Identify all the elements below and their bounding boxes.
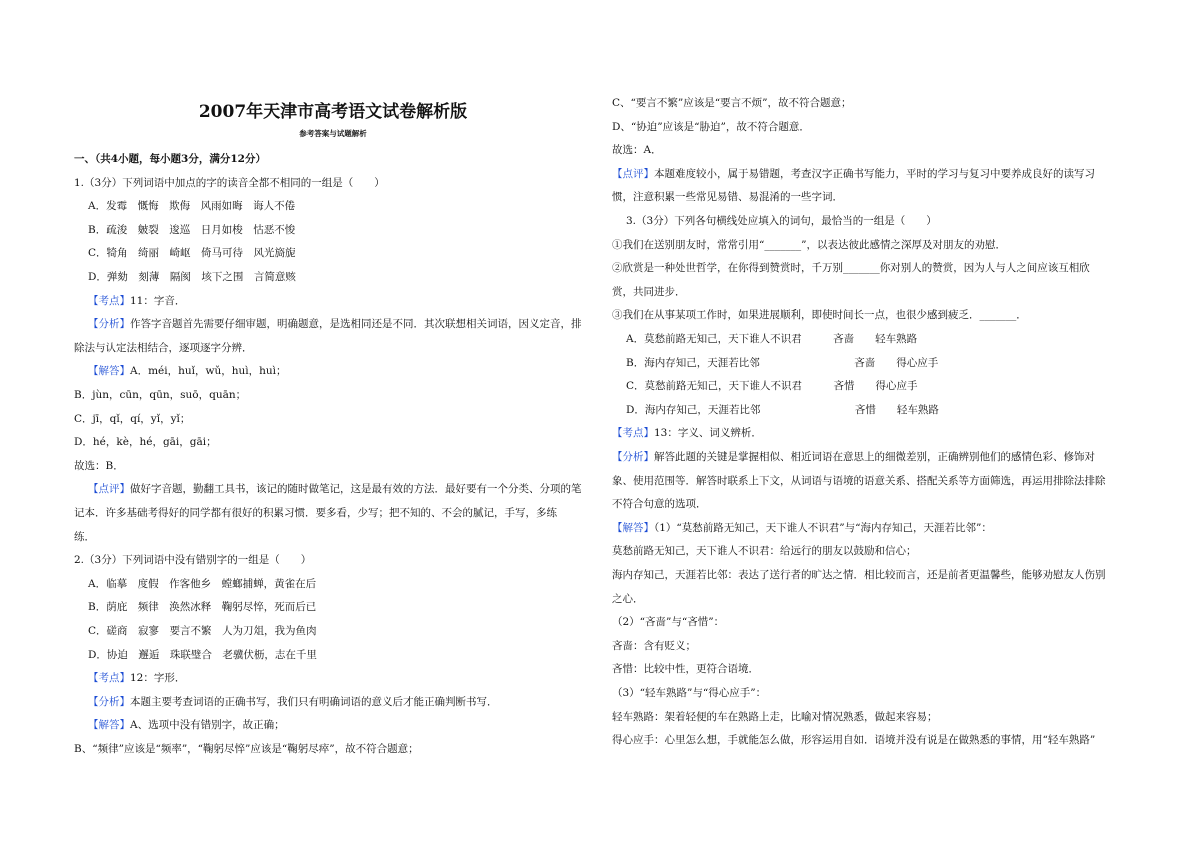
line-text: ③我们在从事某项工作时，如果进展顺利，即使时间长一点，也很少感到疲乏．_______． [612,309,1027,322]
line-text: 惯，注意积累一些常见易错、易混淆的一些字词． [612,191,843,204]
line-text: C．磋商 寂寥 要言不繁 人为刀俎，我为鱼肉 [88,625,317,637]
line-text: D．协迫 邂逅 珠联璧合 老骥伏枥，志在千里 [88,648,317,661]
right-text-line [612,308,1027,322]
line-text: D．hé，kè，hé，gāi，gāi； [74,436,217,449]
line-text: B．疏浚 皴裂 逡巡 日月如梭 怙恶不悛 [88,223,296,236]
left-text-line [88,223,295,237]
line-text: 本题难度较小，属于易错题，考查汉字正确书写能力，平时的学习与复习中要养成良好的读写习 [654,167,1095,180]
line-text: 做好字音题，勤翻工具书，该记的随时做笔记，这是最有效的方法．最好要有一个分类、分项的笔 [130,483,582,496]
line-text: 1.（3分）下列词语中加点的字的读音全都不相同的一组是（ ） [74,176,385,189]
line-text: （3）“轻车熟路”与“得心应手”： [612,687,767,699]
line-text: 故选：B． [74,459,124,472]
left-text-line [88,695,498,709]
left-text-line [74,553,311,567]
right-text-line [612,639,696,653]
right-text-line [612,733,1095,747]
left-text-line [88,270,296,284]
section-tag: 【解答】 [88,365,130,378]
line-text: B．荫庇 频律 涣然冰释 鞠躬尽悴，死而后已 [88,601,317,614]
line-text: D．弹劾 刻薄 隔阂 垓下之围 言简意赅 [88,271,296,283]
section-tag: 【解答】 [612,521,654,534]
left-text-line [74,176,385,190]
left-text-line [74,459,124,473]
line-text: 记本．许多基础考得好的同学都有很好的积累习惯．要多看，少写；把不知的、不会的腻记，手写，多练 [74,507,557,519]
left-text-line [74,412,190,426]
line-text: 12：字形． [130,672,186,685]
section-tag: 【点评】 [88,483,130,496]
line-text: A、选项中没有错别字，故正确； [130,719,285,732]
line-text: 作答字音题首先需要仔细审题，明确题意，是选相同还是不同．其次联想相关词语，因义定音，排 [130,318,582,331]
left-text-line [88,671,185,685]
left-text-line [88,577,316,591]
line-text: C、“要言不繁”应该是“要言不烦”，故不符合题意； [612,97,852,109]
right-text-line [626,403,939,417]
left-text-line [88,718,285,732]
right-text-line [612,544,917,558]
line-text: D、“协迫”应该是“胁迫”，故不符合题意． [612,120,810,133]
line-text: 故选：A． [612,144,662,157]
left-text-line [88,317,582,331]
left-text-line [88,648,317,662]
line-text: 11：字音． [130,294,186,307]
right-text-line [612,474,1106,488]
right-text-line [612,426,762,440]
line-text: B．海内存知己，天涯若比邻 吝啬 得心应手 [626,356,939,369]
right-text-line [612,615,724,629]
line-text: 13：字义、词义辨析． [654,427,762,440]
right-text-line [626,379,918,393]
left-text-line [88,624,317,638]
right-text-line [612,568,1106,582]
left-text-line [74,530,95,544]
left-text-line [88,246,296,260]
line-text: A．发霉 慨悔 欺侮 风雨如晦 诲人不倦 [88,200,296,213]
right-text-line [612,450,1095,464]
line-text: 莫愁前路无知己，天下谁人不识君：给远行的朋友以鼓励和信心； [612,545,917,558]
line-text: ①我们在送别朋友时，常常引用“_______”，以表达彼此感情之深厚及对朋友的劝慰． [612,238,1006,251]
line-text: 一、（共4小题，每小题3分，满分12分） [74,153,266,165]
right-text-line [612,167,1095,181]
right-text-line [612,285,686,299]
right-text-line [612,497,707,511]
left-text-line [74,506,557,520]
line-text: 练． [74,530,95,543]
line-text: A．临摹 度假 作客他乡 螳螂捕蝉，黄雀在后 [88,577,317,590]
line-text: 赏，共同进步． [612,285,686,298]
line-text: 不符合句意的选项． [612,498,707,511]
left-text-line [74,388,246,402]
line-text: B、“频律”应该是“频率”，“鞠躬尽悴”应该是“鞠躬尽瘁”，故不符合题意； [74,743,419,755]
right-text-line [612,710,938,724]
left-text-line [88,364,287,378]
left-text-line [88,600,316,614]
right-text-line [612,261,1090,275]
line-text: A．莫愁前路无知己，天下谁人不识君 吝啬 轻车熟路 [626,333,918,345]
line-text: 吝惜：比较中性，更符合语境． [612,663,759,676]
line-text: 轻车熟路：架着轻便的车在熟路上走，比喻对情况熟悉，做起来容易； [612,710,938,723]
left-text-line [74,435,217,449]
line-text: C．莫愁前路无知己，天下谁人不识君 吝惜 得心应手 [626,380,918,393]
right-text-line [612,190,843,204]
left-text-line [74,341,253,355]
line-text: 象、使用范围等．解答时联系上下文，从词语与语境的语意关系、搭配关系等方面筛选，再运用排除法排除 [612,474,1106,487]
line-text: 3.（3分）下列各句横线处应填入的词句，最恰当的一组是（ ） [626,215,937,227]
line-text: 海内存知己，天涯若比邻：表达了送行者的旷达之情．相比较而言，还是前者更温馨些，能够劝慰友人伤别 [612,569,1106,581]
left-text-line [88,199,295,213]
line-text: 本题主要考查词语的正确书写，我们只有明确词语的意义后才能正确判断书写． [130,695,498,708]
section-tag: 【分析】 [88,318,130,331]
section-tag: 【考点】 [612,427,654,440]
left-text-line [74,152,266,166]
line-text: 得心应手：心里怎么想，手就能怎么做，形容运用自如．语境并没有说是在做熟悉的事情，用“轻车熟路” [612,734,1096,747]
line-text: 除法与认定法相结合，逐项逐字分辨． [74,341,253,354]
line-text: C．犄角 绮丽 崎岖 倚马可待 风光旖旎 [88,247,296,260]
right-text-line [612,143,662,157]
right-text-line [612,238,1006,252]
page-title: 2007年天津市高考语文试卷解析版 [198,102,468,122]
line-text: （2）“吝啬”与“吝惜”： [612,616,725,629]
section-tag: 【分析】 [88,695,130,708]
section-tag: 【考点】 [88,672,130,685]
left-text-line [88,482,582,496]
line-text: A．méi，huǐ，wǔ，huì，huì； [130,365,287,378]
left-text-line [74,742,419,756]
section-tag: 【点评】 [612,167,654,180]
section-tag: 【考点】 [88,294,130,307]
line-text: 2.（3分）下列词语中没有错别字的一组是（ ） [74,554,312,567]
page-subtitle: 参考答案与试题解析 [299,129,367,138]
section-tag: 【分析】 [612,451,654,463]
right-text-line [612,662,759,676]
left-text-line [88,294,185,308]
line-text: 吝啬：含有贬义； [612,639,696,652]
right-text-line [612,120,810,134]
right-text-line [626,356,938,370]
right-text-line [626,332,917,346]
right-text-line [612,592,644,606]
line-text: D．海内存知己，天涯若比邻 吝惜 轻车熟路 [626,403,939,416]
right-text-line [612,686,766,700]
right-text-line [612,521,992,535]
line-text: 之心． [612,592,644,605]
right-text-line [626,214,937,228]
line-text: ②欣赏是一种处世哲学，在你得到赞赏时，千万别_______你对别人的赞赏，因为人与人之间应该互相欣 [612,262,1090,275]
line-text: B．jùn，cūn，qūn，suō，quān； [74,389,247,401]
right-text-line [612,96,852,110]
line-text: 解答此题的关键是掌握相似、相近词语在意思上的细微差别，正确辨别他们的感情色彩、修饰对 [654,451,1095,463]
line-text: C．jī，qǐ，qí，yǐ，yǐ； [74,412,191,425]
line-text: （1）“莫愁前路无知己，天下谁人不识君”与“海内存知己，天涯若比邻”： [654,521,992,534]
section-tag: 【解答】 [88,719,130,732]
